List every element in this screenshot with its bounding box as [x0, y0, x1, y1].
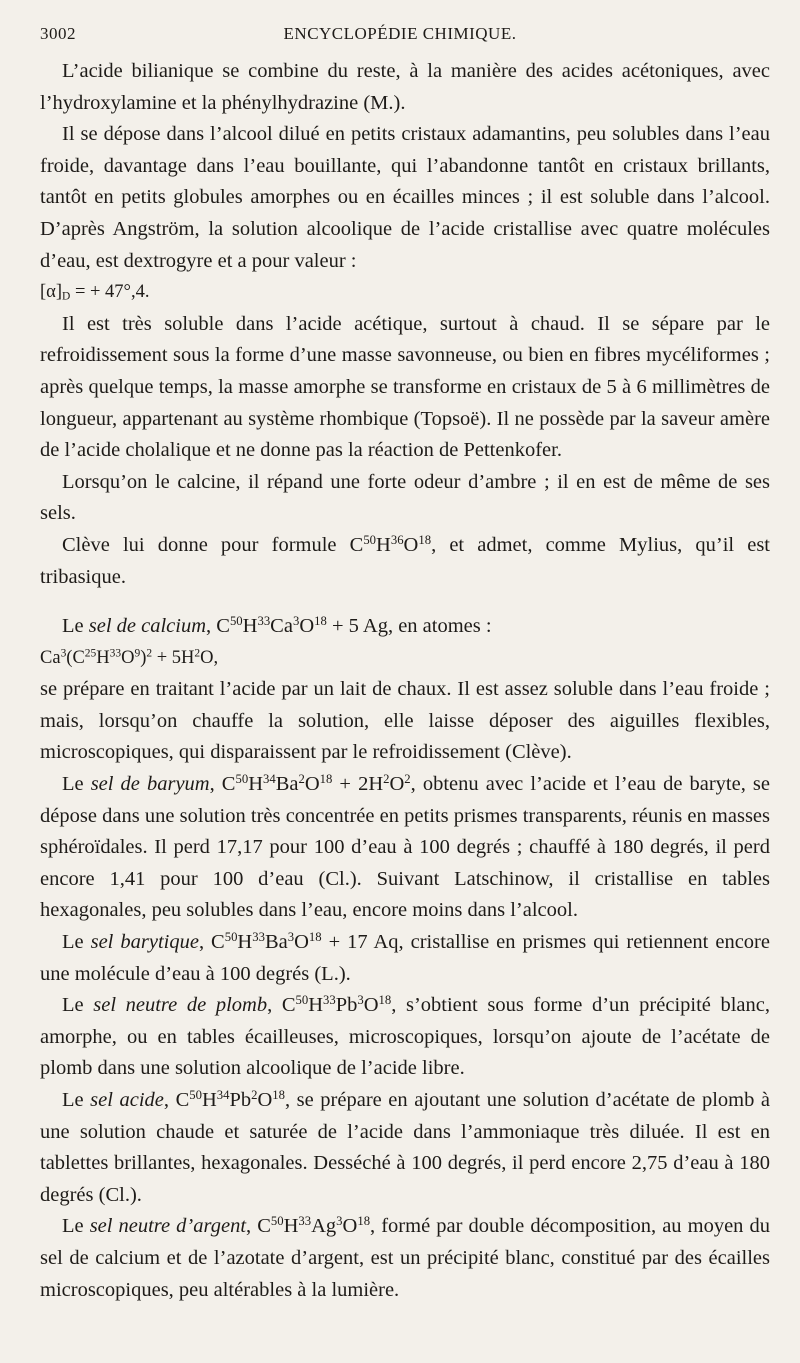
formula-calcium: $Ca^3(C^{25}H^{33}O^9)^2 + 5H^2O$, [40, 647, 219, 668]
paragraph: Le sel acide, $C^{50}H^{34}Pb^2O^{18}$, se prépare en ajoutant une solution d’acétate de plomb à une solution chaude et saturée de l’acide dans l’ammoniaque très diluée. Il est en tablettes brillantes, hexagonales. Desséché à 100 degrés, il perd encore 2,75 d’eau à 180 degrés (Cl.). [40, 1088, 770, 1206]
paragraph: Le sel de baryum, $C^{50}H^{34}Ba^2O^{18} + 2H^2O^2$, obtenu avec l’acide et l’eau de baryte, se dépose dans une solution très concentrée en petits prismes transparents, réunis en masses sphéroïdales. Il perd 17,17 pour 100 d’eau à 100 degrés ; chauffé à 180 degrés, il perd encore 1,41 pour 100 d’eau (Cl.). Suivant Latschinow, il cristallise en tables hexagonales, peu solubles dans l’eau, encore moins dans l’alcool. [40, 772, 770, 922]
paragraph: Il est très soluble dans l’acide acétique, surtout à chaud. Il se sépare par le refroidissement sous la forme d’une masse savonneuse, ou bien en fibres mycéliformes ; après quelque temps, la masse amorphe se transforme en cristaux de 5 à 6 millimètres de longueur, appartenant au système rhombique (Topsoë). Il ne possède par la saveur amère de l’acide cholalique et ne donne pas la réaction de Pettenkofer. [40, 312, 770, 462]
formula-rotation: $[\alpha]_D$ = + 47°,4. [40, 282, 150, 303]
paragraph: Lorsqu’on le calcine, il répand une forte odeur d’ambre ; il en est de même de ses sels. [40, 470, 770, 525]
paragraph: Le sel neutre d’argent, $C^{50}H^{33}Ag^3O^{18}$, formé par double décomposition, au moyen du sel de calcium et de l’azotate d’argent, est un précipité blanc, constitué par des écailles microscopiques, peu altérables à la lumière. [40, 1214, 770, 1301]
paragraph: L’acide bilianique se combine du reste, à la manière des acides acétoniques, avec l’hydroxylamine et la phénylhydrazine (M.). [40, 60, 770, 114]
page-header [40, 24, 760, 48]
running-title: ENCYCLOPÉDIE CHIMIQUE. [283, 24, 517, 43]
paragraph: Le sel de calcium, $C^{50}H^{33}Ca^3O^{18} + 5$ Ag, en atomes : [62, 614, 492, 638]
paragraph: se prépare en traitant l’acide par un lait de chaux. Il est assez soluble dans l’eau froide ; mais, lorsqu’on chauffe la solution, elle laisse déposer des aiguilles flexibles, microscopiques, qui disparaissent par le refroidissement (Clève). [40, 678, 770, 764]
paragraph: Il se dépose dans l’alcool dilué en petits cristaux adamantins, peu solubles dans l’eau froide, davantage dans l’eau bouillante, qui l’abandonne tantôt en cristaux brillants, tantôt en petits globules amorphes ou en écailles minces ; il est soluble dans l’alcool. D’après Angström, la solution alcoolique de l’acide cristallise avec quatre molécules d’eau, est dextrogyre et a pour valeur : [40, 123, 770, 272]
paragraph: Le sel neutre de plomb, $C^{50}H^{33}Pb^3O^{18}$, s’obtient sous forme d’un précipité blanc, amorphe, ou en tables écailleuses, microscopiques, lorsqu’on ajoute de l’acétate de plomb dans une solution alcoolique de l’acide libre. [40, 993, 771, 1080]
page-number: 3002 [40, 24, 76, 43]
paragraph: Clève lui donne pour formule $C^{50}H^{36}O^{18}$, et admet, comme Mylius, qu’il est tribasique. [40, 532, 770, 588]
body-text [40, 56, 770, 1306]
paragraph: Le sel barytique, $C^{50}H^{33}Ba^3O^{18} + 17$ Aq, cristallise en prismes qui retiennent encore une molécule d’eau à 100 degrés (L.). [40, 930, 770, 985]
